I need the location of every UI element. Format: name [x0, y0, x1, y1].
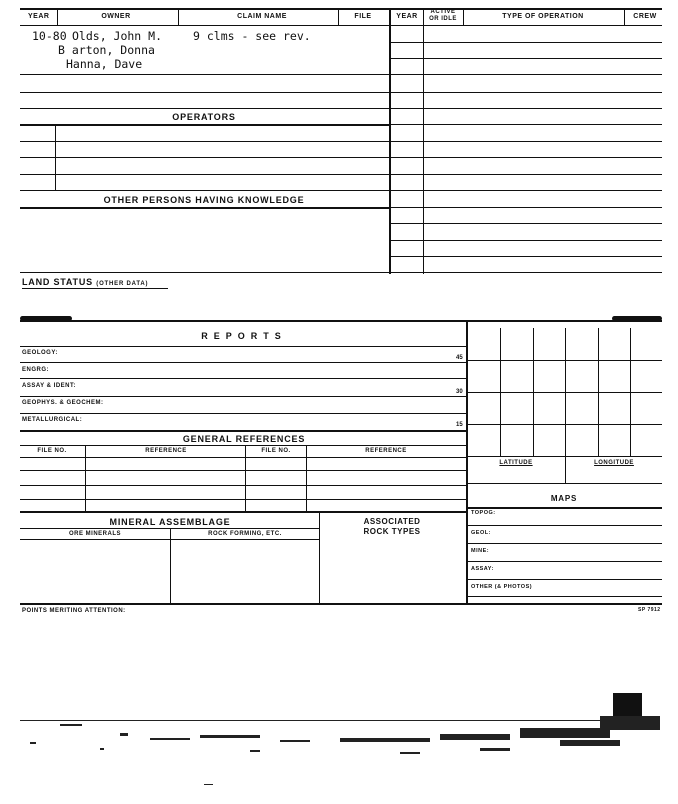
- entry-year-1: 10-80: [32, 29, 67, 43]
- num-30: 30: [456, 389, 463, 395]
- engrg-label: ENGRG:: [22, 367, 49, 373]
- general-references-heading: GENERAL REFERENCES: [182, 434, 306, 444]
- other-persons-heading: OTHER PERSONS HAVING KNOWLEDGE: [103, 195, 305, 205]
- mine-label: MINE:: [471, 548, 490, 554]
- header-type-of-operation: TYPE OF OPERATION: [502, 13, 584, 20]
- header-crew: CREW: [633, 13, 657, 20]
- header-owner: OWNER: [101, 13, 131, 20]
- reference-1: REFERENCE: [145, 448, 187, 454]
- operators-heading: OPERATORS: [172, 112, 236, 122]
- latitude-label: LATITUDE: [499, 460, 533, 466]
- land-status-sub: (OTHER DATA): [96, 281, 149, 287]
- num-45: 45: [456, 355, 463, 361]
- associated-label-1: ASSOCIATED: [363, 517, 421, 526]
- form-number: SP 7912: [638, 607, 661, 613]
- reports-heading: REPORTS: [201, 331, 287, 341]
- ore-minerals-label: ORE MINERALS: [68, 531, 122, 537]
- longitude-label: LONGITUDE: [594, 460, 634, 466]
- geology-label: GEOLOGY:: [22, 350, 58, 356]
- rock-forming-label: ROCK FORMING, ETC.: [208, 531, 282, 537]
- reference-2: REFERENCE: [365, 448, 407, 454]
- header-active-1: ACTIVE: [430, 9, 456, 15]
- geol-label: GEOL:: [471, 530, 491, 536]
- header-year-2: YEAR: [396, 13, 418, 20]
- entry-owner-2: B arton, Donna: [58, 43, 155, 57]
- header-claim-name: CLAIM NAME: [237, 13, 287, 20]
- file-no-1: FILE NO.: [37, 448, 67, 454]
- file-no-2: FILE NO.: [261, 448, 291, 454]
- other-photos-label: OTHER (& PHOTOS): [471, 584, 533, 590]
- points-meriting-label: POINTS MERITING ATTENTION:: [22, 608, 126, 614]
- header-active-2: OR IDLE: [429, 16, 457, 22]
- assay-ident-label: ASSAY & IDENT:: [22, 383, 77, 389]
- header-year: YEAR: [28, 13, 50, 20]
- entry-claim-1: 9 clms - see rev.: [193, 29, 311, 43]
- entry-owner-1: Olds, John M.: [72, 29, 163, 43]
- num-15: 15: [456, 422, 463, 428]
- associated-label-2: ROCK TYPES: [363, 527, 421, 536]
- topog-label: TOPOG:: [471, 510, 496, 516]
- land-status-label: LAND STATUS: [22, 277, 93, 287]
- assay-label: ASSAY:: [471, 566, 494, 572]
- entry-owner-3: Hanna, Dave: [66, 57, 143, 71]
- mineral-assemblage-heading: MINERAL ASSEMBLAGE: [109, 517, 231, 527]
- header-file: FILE: [354, 13, 372, 20]
- metallurgical-label: METALLURGICAL:: [22, 417, 83, 423]
- geophys-label: GEOPHYS. & GEOCHEM:: [22, 400, 104, 406]
- maps-heading: MAPS: [550, 494, 578, 503]
